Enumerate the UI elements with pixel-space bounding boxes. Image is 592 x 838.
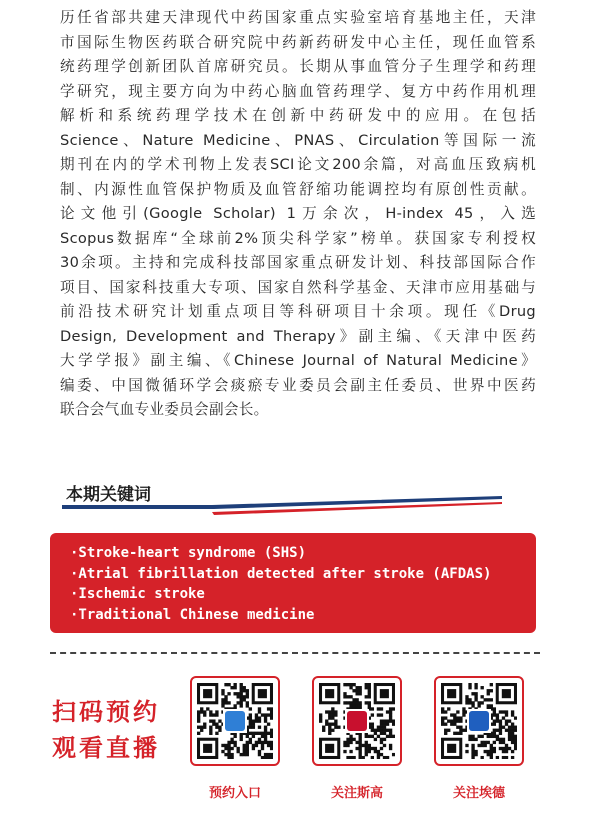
bio-line: 论文他引(Google Scholar) 1万余次，H-index 45，入选: [60, 205, 536, 222]
qr-code-icon: [197, 683, 273, 759]
bio-line: 解析和系统药理学技术在创新中药研发中的应用。在包括: [60, 107, 536, 124]
bio-line: 制、内源性血管保护物质及血管舒缩功能调控均有原创性贡献。: [60, 180, 536, 198]
bio-line: 前沿技术研究计划重点项目等科研项目十余项。现任《Drug: [60, 303, 536, 320]
bio-line: 历任省部共建天津现代中药国家重点实验室培育基地主任，天津: [60, 9, 536, 26]
qr-code-icon: [441, 683, 517, 759]
cta-line-1: 扫码预约: [52, 698, 160, 726]
bio-line: 统药理学创新团队首席研究员。长期从事血管分子生理学和药理: [60, 58, 536, 75]
bio-line: 大学学报》副主编、《Chinese Journal of Natural Medicine》: [60, 352, 536, 369]
qr-logo-badge-icon: [469, 711, 489, 731]
qr-card-reservation[interactable]: [190, 676, 280, 766]
qr-logo-badge-icon: [225, 711, 245, 731]
dashed-divider: [50, 652, 540, 654]
keyword-item: ·Ischemic stroke: [70, 586, 205, 602]
qr-label-scientia[interactable]: 关注斯高: [330, 786, 383, 801]
qr-card-scientia[interactable]: [312, 676, 402, 766]
keywords-box: [50, 533, 536, 633]
keyword-item: ·Traditional Chinese medicine: [70, 606, 315, 623]
cta-line-2: 观看直播: [52, 734, 160, 762]
keywords-header: [62, 480, 502, 520]
bio-line: 学研究，现主要方向为中药心脑血管药理学、复方中药作用机理: [60, 82, 536, 100]
bio-text: [60, 6, 536, 423]
qr-label-aide[interactable]: 关注埃德: [452, 786, 505, 801]
bio-line: Scopus数据库“全球前2%顶尖科学家”榜单。获国家专利授权: [60, 229, 536, 247]
bio-line: 联合会气血专业委员会副会长。: [60, 401, 269, 418]
bio-line: 编委、中国微循环学会痰瘀专业委员会副主任委员、世界中医药: [60, 376, 536, 394]
bio-line: Design, Development and Therapy》副主编、《天津中医药: [60, 327, 536, 345]
bio-line: 30余项。主持和完成科技部国家重点研发计划、科技部国际合作: [60, 254, 536, 271]
bio-line: 期刊在内的学术刊物上发表SCI论文200余篇，对高血压致病机: [60, 156, 536, 173]
qr-label-reservation[interactable]: 预约入口: [208, 786, 261, 801]
qr-code-icon: [319, 683, 395, 759]
bio-line: Science、Nature Medicine、PNAS、Circulation等国际一流: [60, 131, 536, 149]
bio-line: 项目、国家科技重大专项、国家自然科学基金、天津市应用基础与: [60, 278, 536, 296]
bio-line: 市国际生物医药联合研究院中药新药研发中心主任，现任血管系: [60, 33, 536, 51]
keyword-item: ·Atrial fibrillation detected after stroke (AFDAS): [70, 565, 492, 582]
qr-card-aide[interactable]: [434, 676, 524, 766]
keywords-title: 本期关键词: [66, 485, 151, 505]
qr-logo-badge-icon: [347, 711, 367, 731]
keyword-item: ·Stroke-heart syndrome (SHS): [70, 545, 307, 561]
scan-cta: [52, 694, 160, 766]
